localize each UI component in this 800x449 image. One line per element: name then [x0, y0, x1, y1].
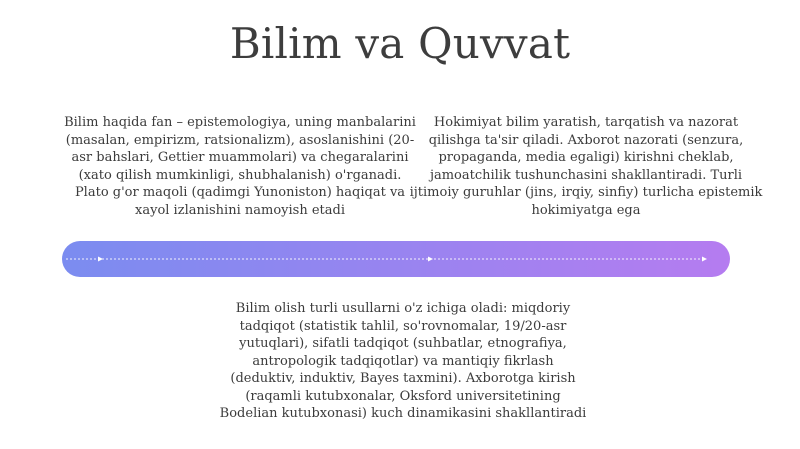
timeline-bar-graphic [62, 241, 730, 277]
slide-title: Bilim va Quvvat [229, 19, 571, 68]
timeline-bar [62, 241, 730, 277]
text-block-epistemology: Bilim haqida fan – epistemologiya, uning manbalarini (masalan, empirizm, ratsionalizm), asoslanishini (20-asr bahslari, Gettier muammolari) va chegaralarini (xato qilish mumkinligi, shubhalanish) o'rganadi. Plato g'or maqoli (qadimgi Yunoniston) haqiqat va xayol izlanishini namoyish etadi [64, 115, 416, 218]
text-block-power: Hokimiyat bilim yaratish, tarqatish va nazorat qilishga ta'sir qiladi. Axborot nazorati (senzura, propaganda, media egaligi) kirishni cheklab, jamoatchilik tushunchasini shakllantiradi. Turli ijtimoiy guruhlar (jins, irqiy, sinfiy) turlicha epistemik hokimiyatga ega [409, 115, 763, 218]
text-block-methods: Bilim olish turli usullarni o'z ichiga oladi: miqdoriy tadqiqot (statistik tahlil, so'rovnomalar, 19/20-asr yutuqlari), sifatli tadqiqot (suhbatlar, etnografiya, antropologik tadqiqotlar) va mantiqiy fikrlash (deduktiv, induktiv, Bayes taxmini). Axborotga kirish (raqamli kutubxonalar, Oksford universitetining Bodelian kutubxonasi) kuch dinamikasini shakllantiradi [219, 301, 587, 421]
